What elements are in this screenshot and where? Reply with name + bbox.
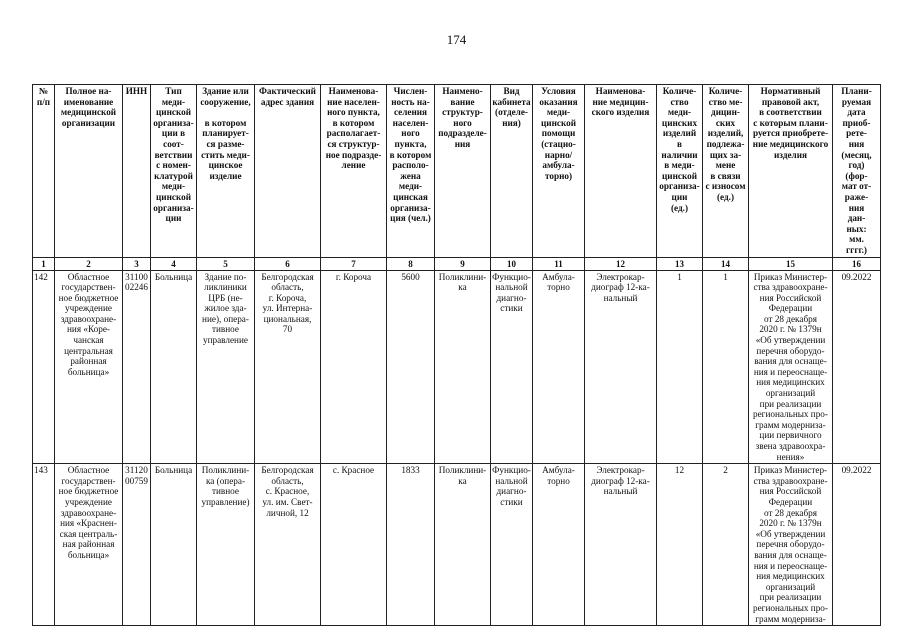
header-cell: Числен- ность на- селения населен- ного пункта, в котором располо- жена меди- цинская организа- ция (чел.): [387, 85, 435, 258]
column-number: 10: [491, 257, 533, 270]
building: Поликлини- ка (опера- тивное управление): [197, 464, 255, 626]
device-name: Электрокар- диограф 12-ка- нальный: [585, 270, 657, 464]
header-cell: Количе- ство ме- дицин- ских изделий, подлежа- щих за- мене в связи с износом (ед.): [703, 85, 749, 258]
column-number: 4: [151, 257, 197, 270]
column-number: 8: [387, 257, 435, 270]
cabinet-type: Функцио- нальной диагно- стики: [491, 464, 533, 626]
locality: с. Красное: [321, 464, 387, 626]
header-cell: Нормативный правовой акт, в соответствии с которым плани- руется приобрете- ние медицинского изделия: [749, 85, 833, 258]
header-row: [33, 85, 881, 258]
page-number: 174: [446, 32, 467, 47]
column-number: 7: [321, 257, 387, 270]
header-cell: ИНН: [123, 85, 151, 258]
org-type: Больница: [151, 464, 197, 626]
qty-to-replace: 2: [703, 464, 749, 626]
column-number: 12: [585, 257, 657, 270]
planned-date: 09.2022: [833, 464, 881, 626]
header-cell: Наименова- ние населен- ного пункта, в котором располагает- ся структур- ное подразде- ление: [321, 85, 387, 258]
header-cell: Вид кабинета (отделе- ния): [491, 85, 533, 258]
org-type: Больница: [151, 270, 197, 464]
column-number: 9: [435, 257, 491, 270]
header-cell: Тип меди- цинской организа- ции в соот- ветствии с номен- клатурой меди- цинской организа- ции: [151, 85, 197, 258]
header-cell: Фактический адрес здания: [255, 85, 321, 258]
legal-act: Приказ Министер- ства здравоохране- ния Российской Федерации от 28 декабря 2020 г. № 1379н «Об утверждении перечня оборудо- вания для оснаще- ния и переоснаще- ния медицинских организаций при реализации региональных про- грамм модерниза-: [749, 464, 833, 626]
header-cell: Наименова- ние медицин- ского изделия: [585, 85, 657, 258]
org-name: Областное государствен- ное бюджетное учреждение здравоохране- ния «Коре- чанская центральная районная больница»: [55, 270, 123, 464]
medical-devices-table: [32, 84, 881, 626]
legal-act: Приказ Министер- ства здравоохране- ния Российской Федерации от 28 декабря 2020 г. № 1379н «Об утверждении перечня оборудо- вания для оснаще- ния и переоснаще- ния медицинских организаций при реализации региональных про- грамм модерниза- ции первичного звена здравоохра- нения»: [749, 270, 833, 464]
column-number: 16: [833, 257, 881, 270]
header-cell: № п/п: [33, 85, 55, 258]
column-number: 5: [197, 257, 255, 270]
column-number: 6: [255, 257, 321, 270]
building: Здание по- ликлиники ЦРБ (не- жилое зда- ние), опера- тивное управление: [197, 270, 255, 464]
header-cell: Количе- ство меди- цинских изделий в наличии в меди- цинской организа- ции (ед.): [657, 85, 703, 258]
column-number: 13: [657, 257, 703, 270]
column-number: 14: [703, 257, 749, 270]
care-conditions: Амбула- торно: [533, 270, 585, 464]
column-number: 1: [33, 257, 55, 270]
row-number: 143: [33, 464, 55, 626]
row-number: 142: [33, 270, 55, 464]
structural-unit: Поликлини- ка: [435, 464, 491, 626]
population: 5600: [387, 270, 435, 464]
cabinet-type: Функцио- нальной диагно- стики: [491, 270, 533, 464]
qty-available: 1: [657, 270, 703, 464]
header-cell: Наимено- вание структур- ного подразделе- ния: [435, 85, 491, 258]
structural-unit: Поликлини- ка: [435, 270, 491, 464]
org-name: Областное государствен- ное бюджетное учреждение здравоохране- ния «Краснен- ская централь- ная районная больница»: [55, 464, 123, 626]
inn: 31120 00759: [123, 464, 151, 626]
address: Белгородская область, с. Красное, ул. им. Свет- личной, 12: [255, 464, 321, 626]
locality: г. Короча: [321, 270, 387, 464]
qty-to-replace: 1: [703, 270, 749, 464]
table-row: [33, 464, 881, 626]
population: 1833: [387, 464, 435, 626]
planned-date: 09.2022: [833, 270, 881, 464]
qty-available: 12: [657, 464, 703, 626]
header-cell: Полное на- именование медицинской организации: [55, 85, 123, 258]
column-number: 15: [749, 257, 833, 270]
column-number-row: [33, 257, 881, 270]
table-row: [33, 270, 881, 464]
column-number: 11: [533, 257, 585, 270]
header-cell: Плани- руемая дата приоб- рете- ния (месяц, год) (фор- мат от- раже- ния дан- ных: мм. гггг.): [833, 85, 881, 258]
device-name: Электрокар- диограф 12-ка- нальный: [585, 464, 657, 626]
inn: 31100 02246: [123, 270, 151, 464]
header-cell: Условия оказания меди- цинской помощи (стацио- нарно/ амбула- торно): [533, 85, 585, 258]
care-conditions: Амбула- торно: [533, 464, 585, 626]
address: Белгородская область, г. Короча, ул. Интерна- циональная, 70: [255, 270, 321, 464]
column-number: 3: [123, 257, 151, 270]
column-number: 2: [55, 257, 123, 270]
header-cell: Здание или сооружение, в котором планирует- ся разме- стить меди- цинское изделие: [197, 85, 255, 258]
